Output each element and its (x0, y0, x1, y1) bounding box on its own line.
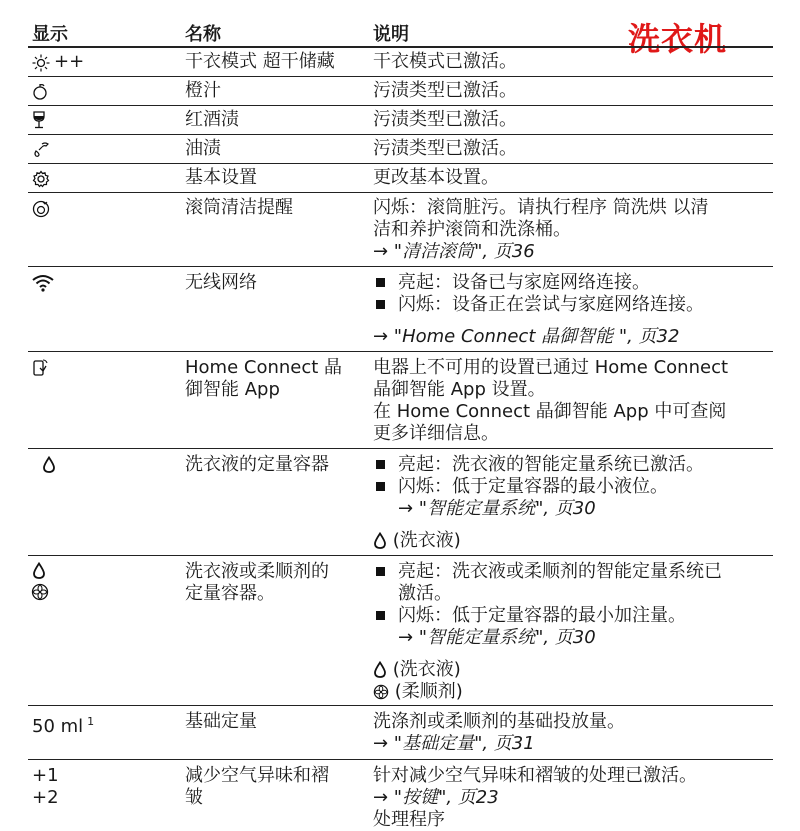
row-6-b1: 亮起：设备已与家庭网络连接。 (398, 272, 650, 293)
row-rule (28, 351, 773, 352)
row-5-desc-line: 闪烁：滚筒脏污。请执行程序 筒洗烘 以清 (373, 197, 709, 218)
bullet-item (373, 272, 773, 294)
row-8-name: 洗衣液的定量容器 (185, 454, 329, 475)
bullet-square (376, 482, 385, 491)
row-11-desc-line: 针对减少空气异味和褶皱的处理已激活。 (373, 765, 697, 786)
row-11-display (32, 765, 59, 809)
wine-glass-icon (32, 110, 46, 129)
header-name: 名称 (185, 24, 221, 45)
row-7-desc-line: 在 Home Connect 晶御智能 App 中可查阅 (373, 401, 727, 422)
bullet-item (373, 454, 773, 476)
row-rule (28, 555, 773, 556)
watermark: 洗衣机 (628, 20, 728, 58)
legend-text: (柔顺剂) (394, 681, 463, 702)
row-11-display-line: +1 (32, 765, 59, 786)
row-8-b2: 闪烁：低于定量容器的最小液位。 (398, 476, 668, 497)
row-10-desc (373, 711, 773, 755)
row-rule (28, 192, 773, 193)
row-2-desc: 污渍类型已激活。 (373, 109, 517, 130)
row-9-name (185, 561, 365, 605)
row-7-desc-line: 更多详细信息。 (373, 423, 499, 444)
header-rule (28, 46, 773, 48)
row-rule (28, 705, 773, 706)
bullet-square (376, 278, 385, 287)
row-4-name: 基本设置 (185, 167, 257, 188)
row-6-name: 无线网络 (185, 272, 257, 293)
drop-icon (373, 661, 387, 679)
drop-icon (32, 561, 46, 580)
row-0-name: 干衣模式 超干储藏 (185, 51, 335, 72)
row-1-name: 橙汁 (185, 80, 221, 101)
row-7-name-line: 御智能 App (185, 379, 280, 400)
row-10-desc-line: 洗涤剂或柔顺剂的基础投放量。 (373, 711, 625, 732)
row-9-ref: → "智能定量系统", 页30 (398, 627, 596, 648)
flower-icon (373, 683, 389, 701)
row-7-desc-line: 晶御智能 App 设置。 (373, 379, 546, 400)
row-9-name-line: 定量容器。 (185, 583, 275, 604)
row-10-display (32, 711, 94, 738)
row-8-ref: → "智能定量系统", 页30 (398, 498, 596, 519)
row-11-desc (373, 765, 773, 831)
drop-icon (373, 532, 387, 550)
row-7-desc-line: 电器上不可用的设置已通过 Home Connect (373, 357, 729, 378)
header-desc: 说明 (373, 24, 409, 45)
row-2-name: 红酒渍 (185, 109, 239, 130)
row-11-name-line: 减少空气异味和褶 (185, 765, 329, 786)
row-rule (28, 105, 773, 106)
row-9-b1b: 激活。 (398, 583, 452, 604)
row-9-legend (373, 659, 773, 681)
row-10-display-text: 50 ml (32, 716, 84, 737)
row-0-desc: 干衣模式已激活。 (373, 51, 517, 72)
row-9-name-line: 洗衣液或柔顺剂的 (185, 561, 329, 582)
row-6-desc (373, 272, 773, 348)
bullet-square (376, 611, 385, 620)
bullet-square (376, 460, 385, 469)
wifi-icon (32, 273, 54, 292)
drum-clean-icon (32, 199, 50, 218)
row-7-name-line: Home Connect 晶 (185, 357, 343, 378)
bullet-item (373, 476, 773, 498)
row-8-b1: 亮起：洗衣液的智能定量系统已激活。 (398, 454, 704, 475)
row-9-desc (373, 561, 773, 703)
bullet-square (376, 300, 385, 309)
orange-icon (32, 82, 48, 101)
row-3-name: 油渍 (185, 138, 221, 159)
row-11-cut-line: 处理程序 (373, 809, 445, 830)
phone-remote-icon (32, 358, 48, 377)
row-7-name (185, 357, 365, 401)
legend-text: (洗衣液) (392, 659, 461, 680)
row-8-desc (373, 454, 773, 552)
row-9-legend (373, 681, 773, 703)
gear-icon (32, 169, 50, 188)
row-rule (28, 759, 773, 760)
oil-drop-icon (32, 140, 50, 159)
sun-icon (32, 53, 50, 72)
row-9-b1a: 亮起：洗衣液或柔顺剂的智能定量系统已 (398, 561, 722, 582)
row-rule (28, 266, 773, 267)
row-11-name-line: 皱 (185, 787, 203, 808)
row-3-desc: 污渍类型已激活。 (373, 138, 517, 159)
row-rule (28, 448, 773, 449)
row-10-name: 基础定量 (185, 711, 257, 732)
row-7-desc (373, 357, 773, 445)
row-11-name (185, 765, 365, 809)
bullet-item (373, 294, 773, 316)
header-display: 显示 (32, 24, 68, 45)
row-11-display-line: +2 (32, 787, 59, 808)
row-11-ref: → "按键", 页23 (373, 787, 499, 808)
legend-text: (洗衣液) (392, 530, 461, 551)
bullet-item (373, 605, 773, 627)
row-0-display: ++ (54, 51, 85, 72)
bullet-item (373, 561, 773, 583)
row-5-name: 滚筒清洁提醒 (185, 197, 293, 218)
drop-icon (42, 455, 56, 474)
row-10-ref: → "基础定量", 页31 (373, 733, 535, 754)
row-5-ref: → "清洁滚筒", 页36 (373, 241, 535, 262)
footnote-marker: 1 (87, 715, 95, 728)
row-rule (28, 76, 773, 77)
row-9-b2: 闪烁：低于定量容器的最小加注量。 (398, 605, 686, 626)
row-1-desc: 污渍类型已激活。 (373, 80, 517, 101)
row-6-b2: 闪烁：设备正在尝试与家庭网络连接。 (398, 294, 704, 315)
row-rule (28, 163, 773, 164)
row-8-legend (373, 530, 773, 552)
row-rule (28, 134, 773, 135)
row-6-ref: → "Home Connect 晶御智能 ", 页32 (373, 326, 680, 347)
bullet-square (376, 567, 385, 576)
row-4-desc: 更改基本设置。 (373, 167, 499, 188)
row-5-desc (373, 197, 773, 263)
flower-icon (31, 582, 49, 601)
row-5-desc-line: 洁和养护滚筒和洗涤桶。 (373, 219, 571, 240)
